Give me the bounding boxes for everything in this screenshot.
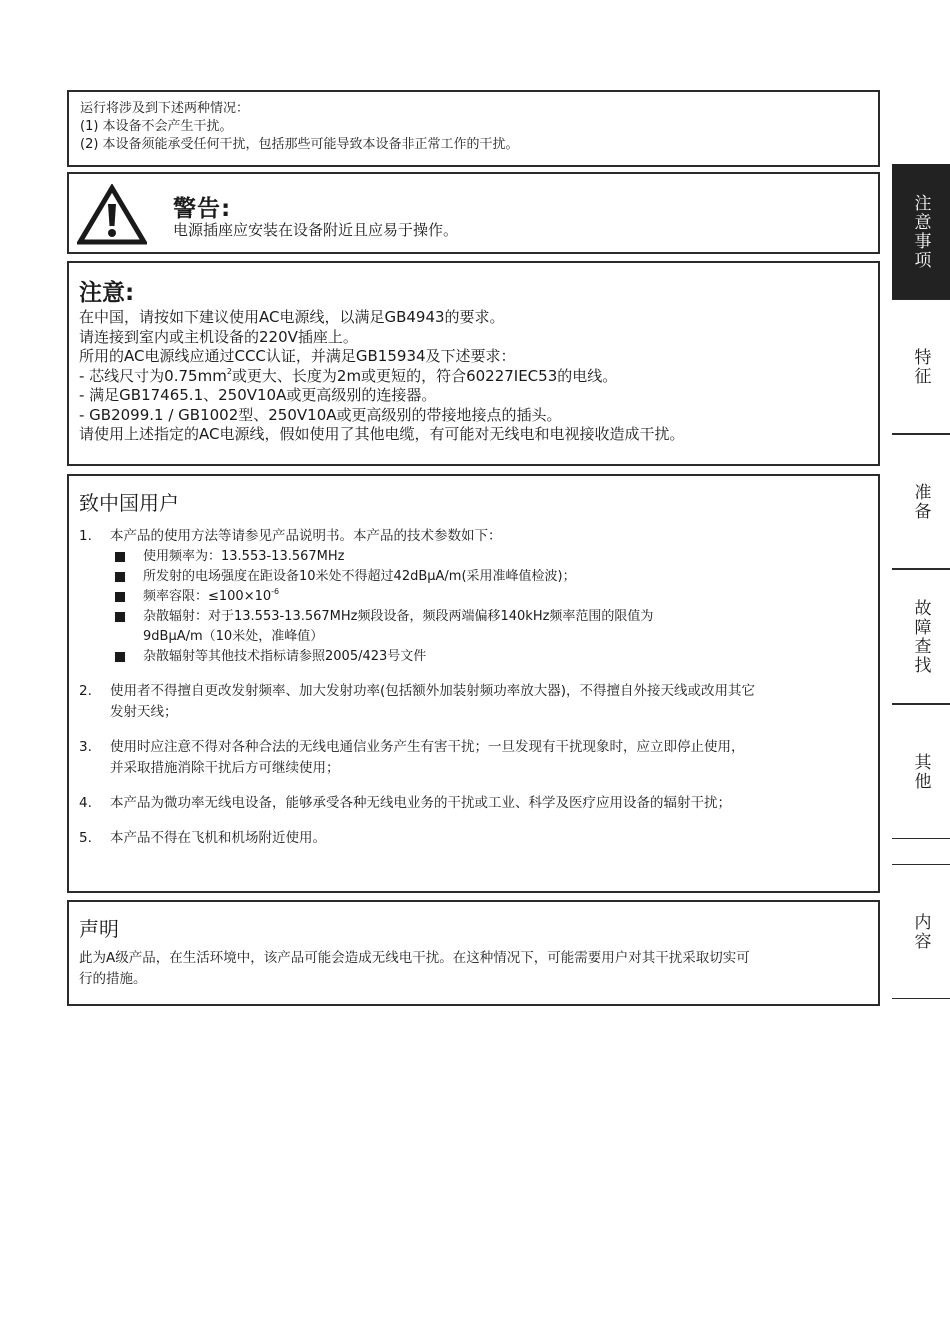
spec-text: 使用频率为：13.553-13.567MHz — [143, 549, 345, 564]
item-text: 使用时应注意不得对各种合法的无线电通信业务产生有害干扰；一旦发现有干扰现象时，应立即停止使用， — [110, 739, 745, 755]
spec-item — [79, 647, 868, 667]
china-users-title: 致中国用户 — [79, 491, 179, 515]
item-text-cont: 并采取措施消除干扰后方可继续使用； — [110, 760, 340, 776]
statement-text: 此为A级产品，在生活环境中，该产品可能会造成无线电干扰。在这种情况下，可能需要用户对其干扰采取切实可 — [79, 950, 750, 966]
item-number: 2. — [79, 683, 92, 699]
superscript: -6 — [271, 587, 280, 596]
square-bullet-icon — [115, 612, 125, 622]
caution-line — [79, 367, 868, 387]
tab-label: 特征 — [910, 347, 931, 386]
list-item — [79, 793, 868, 814]
spec-item — [79, 567, 868, 587]
item-text: 本产品不得在飞机和机场附近使用。 — [110, 830, 326, 846]
statement-text-cont: 行的措施。 — [79, 971, 147, 987]
caution-line: - 满足GB17465.1、250V10A或更高级别的连接器。 — [79, 386, 437, 404]
warning-box — [67, 172, 880, 254]
caution-line-part: 或更大、长度为2m或更短的，符合60227IEC53的电线。 — [231, 366, 618, 385]
spec-text: 所发射的电场强度在距设备10米处不得超过42dBμA/m(采用准峰值检波)； — [143, 569, 576, 584]
tab-others[interactable] — [892, 704, 950, 839]
china-users-box — [67, 474, 880, 893]
spec-text: 杂散辐射：对于13.553-13.567MHz频段设备，频段两端偏移140kHz频率范围的限值为 — [143, 609, 654, 624]
tab-troubleshooting[interactable] — [892, 569, 950, 704]
spec-text-cont: 9dBμA/m（10米处，准峰值） — [143, 629, 324, 644]
spec-text: 杂散辐射等其他技术指标请参照2005/423号文件 — [143, 649, 427, 664]
item-number: 4. — [79, 795, 92, 811]
square-bullet-icon — [115, 592, 125, 602]
warning-triangle-icon — [77, 184, 147, 246]
warning-text: 电源插座应安装在设备附近且应易于操作。 — [173, 221, 459, 239]
tab-features[interactable] — [892, 299, 950, 434]
caution-title: 注意: — [79, 280, 135, 306]
item-text-cont: 发射天线； — [110, 704, 178, 720]
caution-line: 请使用上述指定的AC电源线，假如使用了其他电缆，有可能对无线电和电视接收造成干扰。 — [79, 425, 685, 443]
item-text: 本产品的使用方法等请参见产品说明书。本产品的技术参数如下： — [110, 528, 502, 544]
item-number: 1. — [79, 528, 92, 544]
spec-item — [79, 587, 868, 607]
tab-label: 内容 — [910, 912, 931, 951]
caution-line: 在中国，请按如下建议使用AC电源线，以满足GB4943的要求。 — [79, 308, 505, 326]
list-item — [79, 681, 868, 723]
square-bullet-icon — [115, 652, 125, 662]
superscript: 2 — [226, 366, 232, 376]
statement-title: 声明 — [79, 917, 119, 941]
item-number: 3. — [79, 739, 92, 755]
item-number: 5. — [79, 830, 92, 846]
intro-line: 运行将涉及到下述两种情况： — [80, 101, 250, 116]
list-item — [79, 737, 868, 779]
caution-box — [67, 261, 880, 466]
list-item — [79, 526, 868, 547]
tab-contents[interactable] — [892, 864, 950, 999]
tab-preparation[interactable] — [892, 434, 950, 569]
item-text: 使用者不得擅自更改发射频率、加大发射功率(包括额外加装射频功率放大器)，不得擅自外接天线或改用其它 — [110, 683, 756, 699]
spec-item — [79, 547, 868, 567]
tab-label: 故障查找 — [910, 598, 931, 675]
tab-label: 准备 — [910, 482, 931, 521]
spec-text: 频率容限：≤100×10 — [143, 589, 272, 604]
square-bullet-icon — [115, 552, 125, 562]
caution-line: - GB2099.1 / GB1002型、250V10A或更高级别的带接地接点的插头。 — [79, 405, 562, 424]
caution-line: 请连接到室内或主机设备的220V插座上。 — [79, 327, 358, 346]
spec-item — [79, 607, 868, 647]
intro-box — [67, 90, 880, 167]
intro-line: (1) 本设备不会产生干扰。 — [80, 119, 233, 134]
tab-label: 其他 — [910, 752, 931, 791]
spec-list — [79, 547, 868, 667]
square-bullet-icon — [115, 572, 125, 582]
caution-line: 所用的AC电源线应通过CCC认证，并满足GB15934及下述要求： — [79, 347, 516, 365]
tab-label: 注意事项 — [910, 193, 931, 270]
item-text: 本产品为微功率无线电设备，能够承受各种无线电业务的干扰或工业、科学及医疗应用设备的辐射干扰； — [110, 795, 731, 811]
warning-title: 警告: — [173, 196, 232, 222]
caution-line-part: - 芯线尺寸为0.75mm — [79, 366, 227, 385]
list-item — [79, 828, 868, 849]
statement-box — [67, 900, 880, 1006]
tab-precautions[interactable] — [892, 164, 950, 299]
intro-line: (2) 本设备须能承受任何干扰，包括那些可能导致本设备非正常工作的干扰。 — [80, 137, 519, 152]
